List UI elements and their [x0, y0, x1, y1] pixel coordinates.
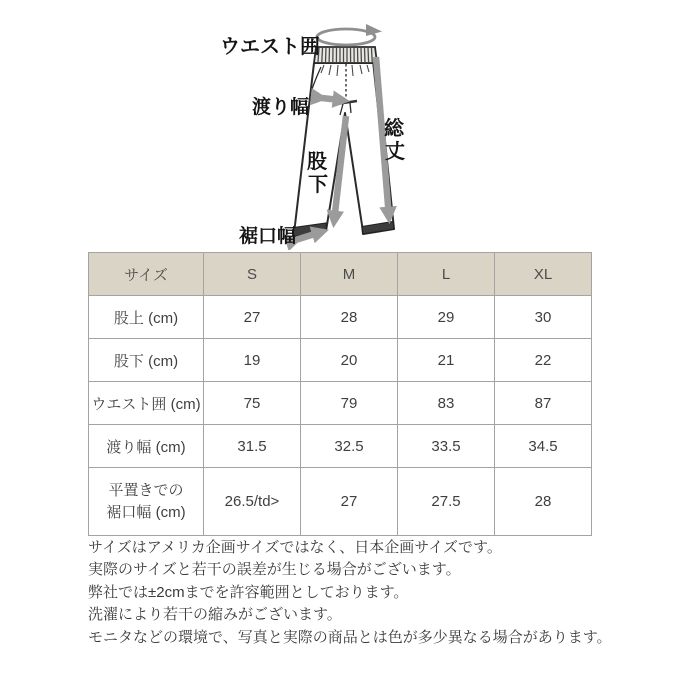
table-row-waist: [89, 382, 592, 425]
label-inseam-char2: 下: [308, 174, 328, 196]
value-cell: 31.5: [204, 425, 301, 468]
size-table-header-row: [89, 253, 592, 296]
note-line: 弊社では±2cmまでを許容範囲としております。: [88, 583, 409, 601]
value-cell: 87: [495, 382, 592, 425]
label-waist-circumference: ウエスト囲: [220, 36, 320, 58]
note-line: サイズはアメリカ企画サイズではなく、日本企画サイズです。: [88, 539, 502, 556]
header-cell-s: S: [204, 253, 301, 296]
header-cell-m: M: [301, 253, 398, 296]
table-row-thigh: [89, 425, 592, 468]
note-line: 洗濯により若干の縮みがございます。: [88, 606, 342, 624]
value-cell: 20: [301, 339, 398, 382]
value-cell: 27: [301, 468, 398, 536]
table-row-inseam: [89, 339, 592, 382]
label-thigh-width: 渡り幅: [251, 97, 309, 118]
value-cell: 33.5: [398, 425, 495, 468]
size-table: [88, 252, 592, 536]
row-label: [89, 468, 204, 536]
value-cell: 29: [398, 296, 495, 339]
row-label: ウエスト囲 (cm): [89, 382, 204, 425]
value-cell: 34.5: [495, 425, 592, 468]
size-notes: [88, 537, 612, 649]
pants-measurement-diagram: [0, 0, 680, 250]
row-label: 股下 (cm): [89, 339, 204, 382]
row-label: 股上 (cm): [89, 296, 204, 339]
value-cell: 27.5: [398, 468, 495, 536]
row-label: 渡り幅 (cm): [89, 425, 204, 468]
value-cell: 21: [398, 339, 495, 382]
value-cell: 32.5: [301, 425, 398, 468]
row-label-line2: 裾口幅 (cm): [106, 503, 186, 521]
value-cell: 83: [398, 382, 495, 425]
arrow-thigh-width: [322, 98, 344, 101]
header-cell-size: サイズ: [89, 253, 204, 296]
value-cell: 79: [301, 382, 398, 425]
table-row-rise: [89, 296, 592, 339]
header-cell-xl: XL: [495, 253, 592, 296]
label-hem-width: 裾口幅: [238, 226, 296, 247]
row-label-line1: 平置きでの: [108, 481, 184, 499]
value-cell: 28: [495, 468, 592, 536]
value-cell: 27: [204, 296, 301, 339]
value-cell: 75: [204, 382, 301, 425]
value-cell: 22: [495, 339, 592, 382]
value-cell: 30: [495, 296, 592, 339]
value-cell: 19: [204, 339, 301, 382]
label-inseam-char1: 股: [307, 151, 327, 173]
value-cell: 26.5/td>: [204, 468, 301, 536]
header-cell-l: L: [398, 253, 495, 296]
label-total-length-char1: 総: [384, 118, 404, 140]
note-line: モニタなどの環境で、写真と実際の商品とは色が多少異なる場合があります。: [88, 628, 612, 646]
note-line: 実際のサイズと若干の誤差が生じる場合がございます。: [88, 561, 461, 579]
value-cell: 28: [301, 296, 398, 339]
table-row-hem: [89, 468, 592, 536]
label-total-length-char2: 丈: [385, 141, 405, 163]
